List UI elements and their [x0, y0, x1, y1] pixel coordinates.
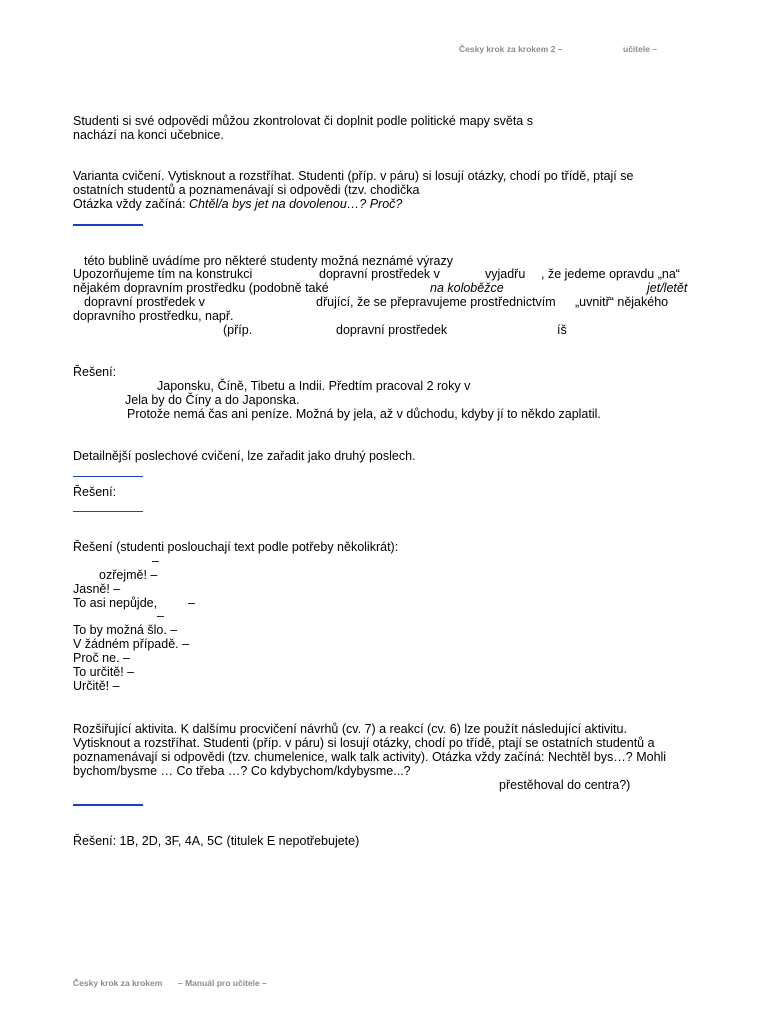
p2-line2: ostatních studentů a poznamenávají si odpovědi (tzv. chodička: [73, 183, 420, 197]
p7-line4: bychom/bysme … Co třeba …? Co kdybychom/kdybysme...?: [73, 764, 411, 778]
p6-line6: Proč ne. –: [73, 651, 130, 665]
p7-line5: přestěhoval do centra?): [499, 778, 631, 792]
p2-line3-italic: Chtěl/a bys jet na dovolenou…? Proč?: [189, 197, 403, 211]
p3-line3c: jet/letět: [647, 281, 688, 295]
footer-subtitle: – Manuál pro učitele –: [178, 978, 267, 988]
p6-line4: To by možná šlo. –: [73, 623, 178, 637]
divider-3: [73, 511, 143, 512]
p8-line1: Řešení: 1B, 2D, 3F, 4A, 5C (titulek E nepotřebujete): [73, 834, 360, 848]
p4-line3: Protože nemá čas ani peníze. Možná by jela, až v důchodu, kdyby jí to někdo zaplatil.: [127, 407, 601, 421]
p6-line3b: –: [188, 596, 195, 610]
p6-label: Řešení (studenti poslouchají text podle potřeby několikrát):: [73, 540, 399, 554]
p6-dash2: –: [157, 609, 164, 623]
p3-line2b: dopravní prostředek v: [319, 267, 440, 281]
p3-line4a: dopravní prostředek v: [84, 295, 205, 309]
p3-line3b: na koloběžce: [430, 281, 504, 295]
header-subtitle: učitele –: [623, 44, 658, 54]
p2-line1: Varianta cvičení. Vytisknout a rozstříhat. Studenti (příp. v páru) si losují otázky, chodí po třídě, ptají se: [73, 169, 634, 183]
p3-line2c: vyjadřu: [485, 267, 526, 281]
p6-line2: Jasně! –: [73, 582, 121, 596]
p1-line1: Studenti si své odpovědi můžou zkontrolovat či doplnit podle politické mapy světa s: [73, 114, 533, 128]
p3-line2a: Upozorňujeme tím na konstrukci: [73, 267, 253, 281]
p3-line4b: dřující, že se přepravujeme prostřednictvím: [316, 295, 556, 309]
p7-line3: poznamenávají si odpovědi (tzv. chumelenice, walk talk activity). Otázka vždy začíná: Nechtěl bys…? Mohli: [73, 750, 667, 764]
p6-line1: ozřejmě! –: [99, 568, 158, 582]
p3-line6c: íš: [557, 323, 567, 337]
p6-line5: V žádném případě. –: [73, 637, 190, 651]
footer-title: Česky krok za krokem: [73, 978, 163, 988]
header-title: Česky krok za krokem 2 –: [459, 44, 563, 54]
p7-line1: Rozšiřující aktivita. K dalšímu procvičení návrhů (cv. 7) a reakcí (cv. 6) lze použít následující aktivitu.: [73, 722, 627, 736]
p6-line3a: To asi nepůjde,: [73, 596, 158, 610]
p3-line6a: (příp.: [223, 323, 253, 337]
divider-4: [73, 804, 143, 806]
p3-line3a: nějakém dopravním prostředku (podobně také: [73, 281, 329, 295]
p3-line5: dopravního prostředku, např.: [73, 309, 234, 323]
p3-line1: této bublině uvádíme pro některé studenty možná neznámé výrazy: [84, 254, 453, 268]
p5-line1: Detailnější poslechové cvičení, lze zařadit jako druhý poslech.: [73, 449, 416, 463]
divider-2: [73, 476, 143, 477]
p6-line7: To určitě! –: [73, 665, 135, 679]
p3-line6b: dopravní prostředek: [336, 323, 448, 337]
p5-label: Řešení:: [73, 485, 117, 499]
p3-line2d: , že jedeme opravdu „na“: [541, 267, 680, 281]
p4-line1: Japonsku, Číně, Tibetu a Indii. Předtím pracoval 2 roky v: [157, 379, 471, 393]
divider-1: [73, 224, 143, 226]
p2-line3-prefix: Otázka vždy začíná:: [73, 197, 190, 211]
p2-line3: [73, 198, 402, 211]
p4-line2: Jela by do Číny a do Japonska.: [125, 393, 300, 407]
p3-line4c: „uvnitř“ nějakého: [575, 295, 669, 309]
p6-line8: Určitě! –: [73, 679, 120, 693]
p7-line2: Vytisknout a rozstříhat. Studenti (příp. v páru) si losují otázky, chodí po třídě, ptají se ostatních studentů a: [73, 736, 655, 750]
p6-dash1: –: [152, 554, 159, 568]
p1-line2: nachází na konci učebnice.: [73, 128, 224, 142]
p4-label: Řešení:: [73, 365, 117, 379]
